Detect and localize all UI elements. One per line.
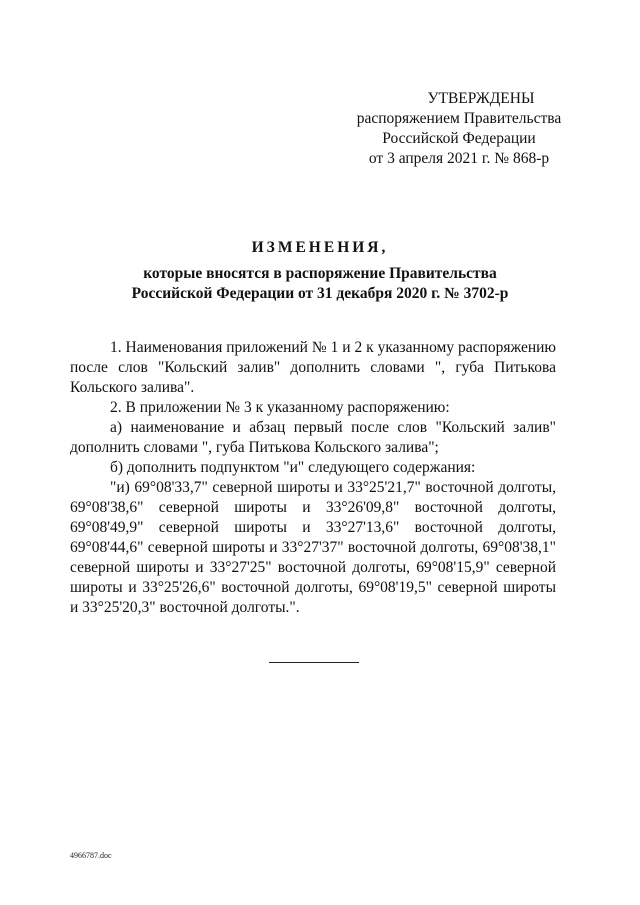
subtitle-line-2: Российской Федерации от 31 декабря 2020 г. № 3702-р: [131, 285, 509, 302]
closing-divider: [269, 662, 359, 663]
approval-line-government: Российской Федерации: [382, 130, 536, 147]
document-reference: 4966787.doc: [70, 851, 112, 860]
paragraph-2a: а) наименование и абзац первый после слов "Кольский залив" дополнить словами ", губа Питькова Кольского залива";: [70, 419, 556, 456]
document-subtitle: [70, 264, 570, 304]
document-title: ИЗМЕНЕНИЯ,: [251, 239, 389, 256]
paragraph-2: 2. В приложении № 3 к указанному распоряжению:: [110, 399, 450, 416]
subtitle-line-1: которые вносятся в распоряжение Правительства: [143, 265, 497, 282]
paragraph-coordinates: "и) 69°08'33,7" северной широты и 33°25'21,7" восточной долготы, 69°08'38,6" северной широты и 33°26'09,8" восточной долготы, 69°08'49,9" северной широты и 33°27'13,6" восточной долготы, 69°08'44,6" северной широты и 33°27'37" восточной долготы, 69°08'38,1" северной широты и 33°27'25" восточной долготы, 69°08'15,9" северной широты и 33°25'26,6" восточной долготы, 69°08'19,5" северной широты и 33°25'20,3" восточной долготы.".: [70, 479, 556, 616]
approval-line-order: распоряжением Правительства: [356, 110, 562, 127]
paragraph-1: 1. Наименования приложений № 1 и 2 к указанному распоряжению после слов "Кольский залив" дополнить словами ", губа Питькова Кольского залива".: [70, 339, 556, 396]
document-body: [70, 338, 556, 618]
approval-line-date: от 3 апреля 2021 г. № 868-р: [368, 150, 550, 167]
approval-block: [340, 89, 578, 169]
approval-title: УТВЕРЖДЕНЫ: [427, 90, 535, 107]
paragraph-2b: б) дополнить подпунктом "и" следующего содержания:: [110, 459, 476, 476]
